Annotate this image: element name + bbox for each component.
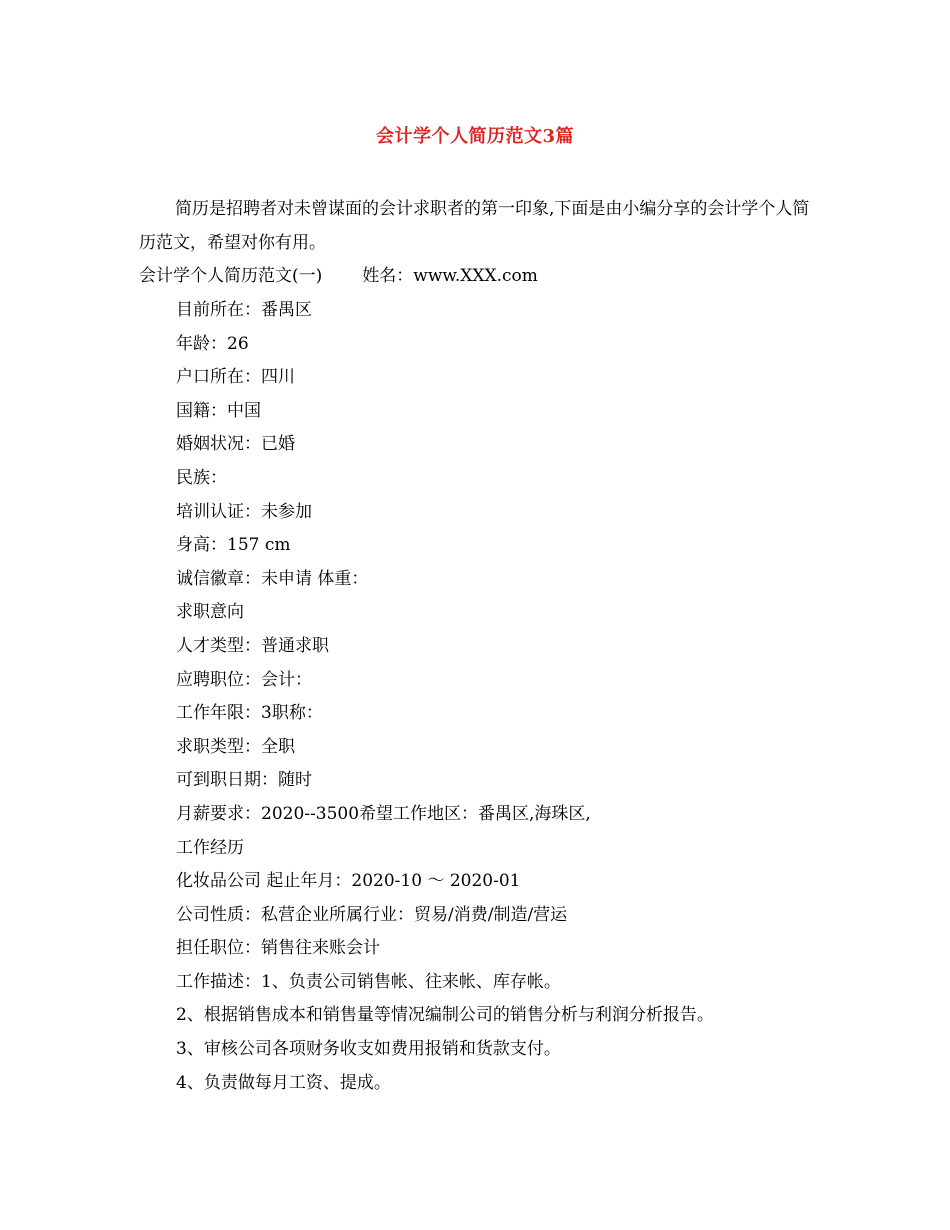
resume-line: 诚信徽章：未申请 体重： xyxy=(176,568,369,589)
resume-line: 年龄：26 xyxy=(176,333,249,354)
resume-line: 公司性质：私营企业所属行业：贸易/消费/制造/营运 xyxy=(176,904,568,925)
intro-paragraph: 简历是招聘者对未曾谋面的会计求职者的第一印象,下面是由小编分享的会计学个人简历范文，希望对你有用。 xyxy=(139,199,810,253)
resume-line: 4、负责做每月工资、提成。 xyxy=(176,1072,391,1093)
resume-line: 培训认证：未参加 xyxy=(176,501,312,522)
resume-line: 工作描述：1、负责公司销售帐、往来帐、库存帐。 xyxy=(176,971,561,992)
resume-line: 工作经历 xyxy=(176,837,244,858)
resume-line: 民族： xyxy=(176,467,227,488)
resume-line: 工作年限：3职称： xyxy=(176,703,323,724)
resume-line: 可到职日期：随时 xyxy=(176,770,312,791)
resume-line: 身高：157 cm xyxy=(176,535,291,556)
resume-line: 人才类型：普通求职 xyxy=(176,635,329,656)
resume-line: 国籍：中国 xyxy=(176,400,261,421)
resume-line: 目前所在：番禺区 xyxy=(176,300,312,320)
name-line: 姓名：www.XXX.com xyxy=(362,266,538,286)
resume-line: 应聘职位：会计： xyxy=(176,669,312,690)
resume-line: 婚姻状况：已婚 xyxy=(176,434,295,455)
resume-line: 求职意向 xyxy=(176,602,244,623)
document-title: 会计学个人简历范文3篇 xyxy=(375,126,575,147)
resume-line: 求职类型：全职 xyxy=(176,736,295,757)
resume-line: 化妆品公司 起止年月：2020-10 ～ 2020-01 xyxy=(176,871,521,892)
resume-line: 户口所在：四川 xyxy=(176,367,295,388)
resume-line: 担任职位：销售往来账会计 xyxy=(176,938,380,959)
section-heading: 会计学个人简历范文(一) xyxy=(139,266,323,286)
resume-line: 3、审核公司各项财务收支如费用报销和货款支付。 xyxy=(176,1039,561,1060)
resume-line: 2、根据销售成本和销售量等情况编制公司的销售分析与利润分析报告。 xyxy=(176,1005,714,1026)
resume-lines xyxy=(176,296,836,1102)
resume-line: 月薪要求：2020--3500希望工作地区：番禺区,海珠区, xyxy=(176,803,591,824)
section-heading-row xyxy=(139,262,538,290)
